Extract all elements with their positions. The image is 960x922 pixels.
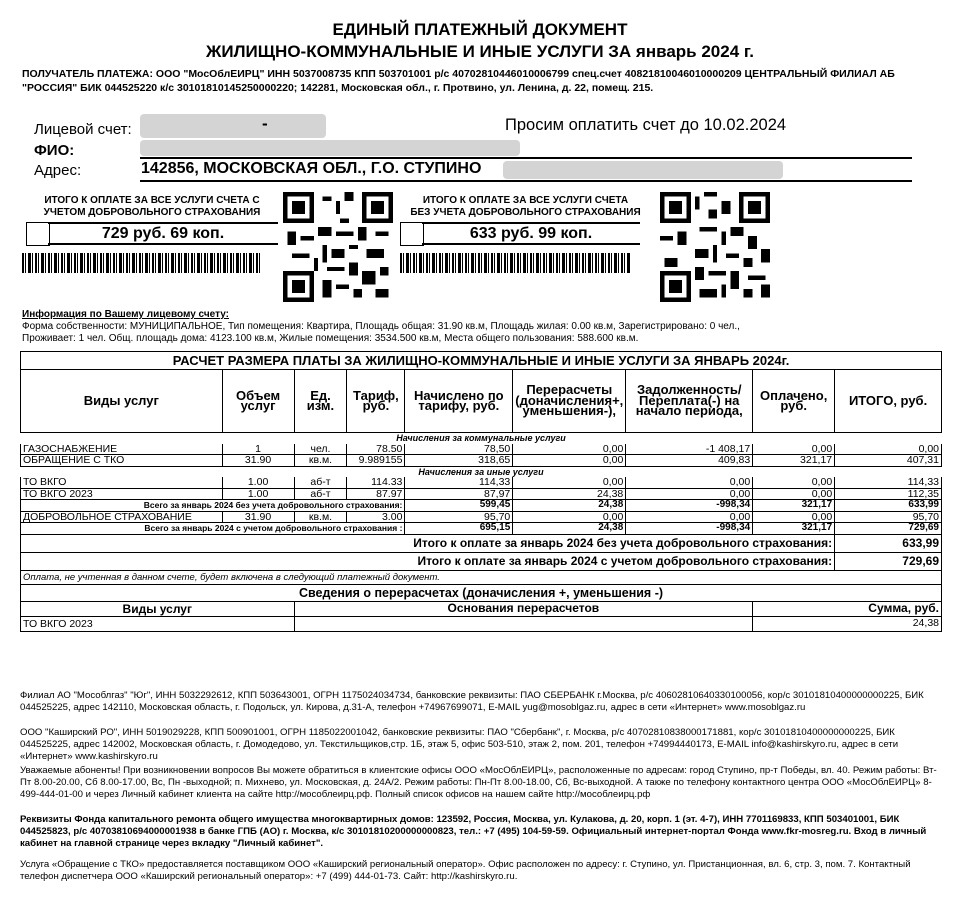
grand-total-row (21, 552, 942, 570)
cell: ОБРАЩЕНИЕ С ТКО (21, 455, 223, 467)
account-info-line-1: Форма собственности: МУНИЦИПАЛЬНОЕ, Тип помещения: Квартира, Площадь общая: 31.90 кв.м, Площадь жилая: 0.00 кв.м, Зарегистрировано: 0 чел., (22, 321, 740, 332)
amount-box-top (48, 222, 278, 224)
col-header: Объем услуг (222, 370, 294, 433)
caption-line-1: ИТОГО К ОПЛАТЕ ЗА ВСЕ УСЛУГИ СЧЕТА С (44, 195, 260, 206)
cell: 0,00 (626, 477, 753, 488)
cell: ТО ВКГО 2023 (21, 616, 295, 631)
recipient-line-2: "РОССИЯ" БИК 044525220 к/с 30101810145250000220; 142281, Московская обл., г. Протвино, ул. Ленина, д. 22, помещ. 215. (22, 82, 654, 94)
cell: 9.989155 (347, 455, 405, 467)
pay-by-date: Просим оплатить счет до 10.02.2024 (505, 116, 787, 134)
cell: 0,00 (513, 455, 626, 467)
col-header: Задолженность/ Переплата(-) на начало периода, (626, 370, 753, 433)
col-header: Основания перерасчетов (294, 601, 753, 616)
address-underline (140, 180, 912, 182)
cell: 24,38 (513, 500, 626, 512)
cell: 31.90 (222, 455, 294, 467)
col-header: Перерасчеты (доначисления+, уменьшения-), (513, 370, 626, 433)
amount-box-top (422, 222, 640, 224)
amount-without-insurance: 633 руб. 99 коп. (469, 225, 593, 242)
cell (294, 616, 753, 631)
col-header: Сумма, руб. (753, 601, 942, 616)
cell: 112,35 (835, 488, 942, 500)
cell: 78.50 (347, 444, 405, 455)
calc-note: Оплата, не учтенная в данном счете, будет включена в следующий платежный документ. (21, 570, 942, 584)
table-row (21, 488, 942, 500)
cell: 114.33 (347, 477, 405, 488)
cell: 0,00 (513, 444, 626, 455)
total-label: Всего за январь 2024 с учетом добровольного страхования : (21, 523, 405, 535)
section-row (21, 433, 942, 444)
cell: ТО ВКГО (21, 477, 223, 488)
recalc-header-row (21, 601, 942, 616)
cell: 0,00 (513, 477, 626, 488)
footer-offices: Уважаемые абоненты! При возникновении вопросов Вы можете обратиться в клиентские офисы ООО «МосОблЕИРЦ», расположенные по адресам: город Ступино, пр-т Победы, вл. 40. Режим работы: Вт-Пт 8.00-20.00, Сб 8.00-17.00, Вс, Пн -выходной; п. Михнево, ул. Московская, д. 24А/2. Режим работы: Пн-Пт 8.00-18.00, Сб, Вс-выходной. А также по телефону контактного центра ООО «МосОблЕИРЦ» 8-499-444-01-00 и через Личный кабинет клиента на сайте http://мособлеирц.рф. Полный список офисов на нашем сайте http://мособлеирц.рф (20, 765, 937, 801)
cell: 0,00 (753, 477, 835, 488)
recipient-line-1: ПОЛУЧАТЕЛЬ ПЛАТЕЖА: ООО "МосОблЕИРЦ" ИНН 5037008735 КПП 503701001 р/с 40702810446010006799 спец.счет 40821810046010000209 ЦЕНТРАЛЬНЫЙ ФИЛИАЛ АБ (22, 68, 895, 80)
cell: 0,00 (626, 488, 753, 500)
pay-with-insurance-caption (22, 195, 282, 219)
document-title: ЕДИНЫЙ ПЛАТЕЖНЫЙ ДОКУМЕНТ (332, 20, 628, 39)
cell: 95,70 (405, 511, 513, 523)
total-row (21, 500, 942, 512)
barcode-without-insurance (400, 253, 630, 273)
recalc-title-row (21, 584, 942, 601)
col-header: Начислено по тарифу, руб. (405, 370, 513, 433)
cell: 3.00 (347, 511, 405, 523)
cell: 78,50 (405, 444, 513, 455)
grand-total-value: 633,99 (835, 534, 942, 552)
recipient-details (22, 67, 942, 95)
calc-header-row (21, 370, 942, 433)
cell: 1 (222, 444, 294, 455)
cell: 95,70 (835, 511, 942, 523)
footer-kashirsky: ООО "Каширский РО", ИНН 5019029228, КПП 500901001, ОГРН 1185022001042, банковские реквизиты: ПАО "Сбербанк", г. Москва, р/с 40702810838000171881, кор/с 30101810400000000225, БИК 044525225, адрес 142002, Московская область, г. Домодедово, ул. Текстильщиков,стр. 1Б, этаж 5, офис 503-510, этаж 2, пом. 201, телефон +74994440173, E-MAIL info@kashirskyro.ru, адрес в сети «Интернет» www.kashirskyro.ru (20, 727, 899, 763)
account-info-heading: Информация по Вашему лицевому счету: (22, 309, 229, 320)
cell: кв.м. (294, 455, 347, 467)
caption-line-2: УЧЕТОМ ДОБРОВОЛЬНОГО СТРАХОВАНИЯ (43, 207, 261, 218)
cell: аб-т (294, 488, 347, 500)
footer-mosoblgaz: Филиал АО "Мособлгаз" "Юг", ИНН 5032292612, КПП 503643001, ОГРН 1175024034734, банковские реквизиты: ПАО СБЕРБАНК г.Москва, р/с 40602810640330100056, кор/с 30101810400000000225, БИК 044525225, адрес 142110, Московская область, г. Подольск, ул. Кирова, д.31-А, телефон +74967699071, E-MAIL yug@mosoblgaz.ru, адрес в сети «Интернет» www.mosoblgaz.ru (20, 690, 924, 714)
fio-redacted (140, 140, 520, 156)
cell: 24,38 (513, 488, 626, 500)
cell: 1.00 (222, 477, 294, 488)
cell: 321,17 (753, 500, 835, 512)
table-row (21, 444, 942, 455)
cell: 407,31 (835, 455, 942, 467)
cell: -998,34 (626, 500, 753, 512)
cell: 1.00 (222, 488, 294, 500)
table-row (21, 616, 942, 631)
caption-line-2: БЕЗ УЧЕТА ДОБРОВОЛЬНОГО СТРАХОВАНИЯ (410, 207, 641, 218)
cell: 599,45 (405, 500, 513, 512)
account-number-redacted (140, 114, 326, 138)
total-row (21, 523, 942, 535)
cell: 24,38 (753, 616, 942, 631)
cell: 0,00 (513, 511, 626, 523)
checkbox-with-insurance[interactable] (26, 222, 50, 246)
cell: кв.м. (294, 511, 347, 523)
col-header: Оплачено, руб. (753, 370, 835, 433)
cell: -1 408,17 (626, 444, 753, 455)
cell: 321,17 (753, 523, 835, 535)
cell: 31.90 (222, 511, 294, 523)
calc-title: РАСЧЕТ РАЗМЕРА ПЛАТЫ ЗА ЖИЛИЩНО-КОММУНАЛЬНЫЕ И ИНЫЕ УСЛУГИ ЗА ЯНВАРЬ 2024г. (21, 352, 942, 370)
grand-total-row (21, 534, 942, 552)
col-header: ИТОГО, руб. (835, 370, 942, 433)
amount-box-bottom (422, 243, 640, 245)
footer-fund: Реквизиты Фонда капитального ремонта общего имущества многоквартирных домов: 123592, Россия, Москва, ул. Кулакова, д. 20, корп. 1 (эт. 4-7), ИНН 7701169833, КПП 503401001, БИК 044525823, р/с 40703810694000001938 в банке ГПБ (АО) г. Москва, к/с 30101810200000000823, тел.: +7 (495) 104-59-59. Официальный интернет-портал Фонда www.fkr-mosreg.ru. Вход в личный кабинет на главной странице через вкладку "Личный кабинет". (20, 814, 927, 850)
cell: 0,00 (835, 444, 942, 455)
caption-line-1: ИТОГО К ОПЛАТЕ ЗА ВСЕ УСЛУГИ СЧЕТА (422, 195, 629, 206)
cell: 0,00 (626, 511, 753, 523)
col-header: Виды услуг (21, 601, 295, 616)
section-utilities: Начисления за коммунальные услуги (396, 433, 566, 443)
cell: 87.97 (347, 488, 405, 500)
cell: ГАЗОСНАБЖЕНИЕ (21, 444, 223, 455)
account-info-line-2: Проживает: 1 чел. Общ. площадь дома: 4123.100 кв.м, Жилые помещения: 3534.500 кв.м, Места общего пользования: 588.600 кв.м. (22, 333, 639, 344)
total-label: Всего за январь 2024 без учета добровольного страхования: (21, 500, 405, 512)
calculation-table (20, 351, 942, 632)
checkbox-without-insurance[interactable] (400, 222, 424, 246)
col-header: Виды услуг (21, 370, 223, 433)
qr-code-with-insurance (283, 192, 393, 307)
account-info (22, 309, 942, 345)
cell: 0,00 (753, 444, 835, 455)
cell: 24,38 (513, 523, 626, 535)
cell: -998,34 (626, 523, 753, 535)
address-value: 142856, МОСКОВСКАЯ ОБЛ., Г.О. СТУПИНО (141, 160, 482, 177)
qr-code-without-insurance (660, 192, 770, 307)
barcode-with-insurance (22, 253, 260, 273)
cell: 114,33 (405, 477, 513, 488)
address-redacted (503, 161, 783, 179)
cell: 729,69 (835, 523, 942, 535)
footer-tko: Услуга «Обращение с ТКО» предоставляется поставщиком ООО «Каширский региональный оператор». Офис расположен по адресу: г. Ступино, ул. Пристанционная, вл. 6, стр. 3, пом. 7. Контактный телефон диспетчера ООО «Каширский региональный оператор»: +7 (499) 444-01-73. Сайт: http://kashirskyro.ru. (20, 859, 911, 883)
cell: 114,33 (835, 477, 942, 488)
cell: 318,65 (405, 455, 513, 467)
cell: 695,15 (405, 523, 513, 535)
cell: 87,97 (405, 488, 513, 500)
address-label: Адрес: (34, 162, 82, 179)
cell: аб-т (294, 477, 347, 488)
col-header: Тариф, руб. (347, 370, 405, 433)
section-other: Начисления за иные услуги (418, 466, 544, 477)
account-label: Лицевой счет: (34, 121, 132, 138)
note-row (21, 570, 942, 584)
table-row (21, 511, 942, 523)
grand-total-value: 729,69 (835, 552, 942, 570)
fio-underline (140, 157, 912, 159)
col-header: Ед. изм. (294, 370, 347, 433)
amount-with-insurance: 729 руб. 69 коп. (101, 225, 225, 242)
cell: ТО ВКГО 2023 (21, 488, 223, 500)
cell: 0,00 (753, 511, 835, 523)
pay-without-insurance-caption (403, 195, 648, 219)
grand-total-label: Итого к оплате за январь 2024 без учета добровольного страхования: (21, 534, 835, 552)
amount-box-bottom (48, 243, 278, 245)
cell: ДОБРОВОЛЬНОЕ СТРАХОВАНИЕ (21, 511, 223, 523)
cell: 633,99 (835, 500, 942, 512)
cell: 0,00 (753, 488, 835, 500)
document-subtitle: ЖИЛИЩНО-КОММУНАЛЬНЫЕ И ИНЫЕ УСЛУГИ ЗА январь 2024 г. (206, 42, 754, 61)
cell: чел. (294, 444, 347, 455)
cell: 321,17 (753, 455, 835, 467)
fio-label: ФИО: (34, 142, 75, 159)
table-row (21, 477, 942, 488)
grand-total-label: Итого к оплате за январь 2024 с учетом добровольного страхования: (21, 552, 835, 570)
table-row (21, 455, 942, 467)
account-number-dash: - (262, 114, 268, 133)
cell: 409,83 (626, 455, 753, 467)
recalc-title: Сведения о перерасчетах (доначисления +, уменьшения -) (21, 584, 942, 601)
